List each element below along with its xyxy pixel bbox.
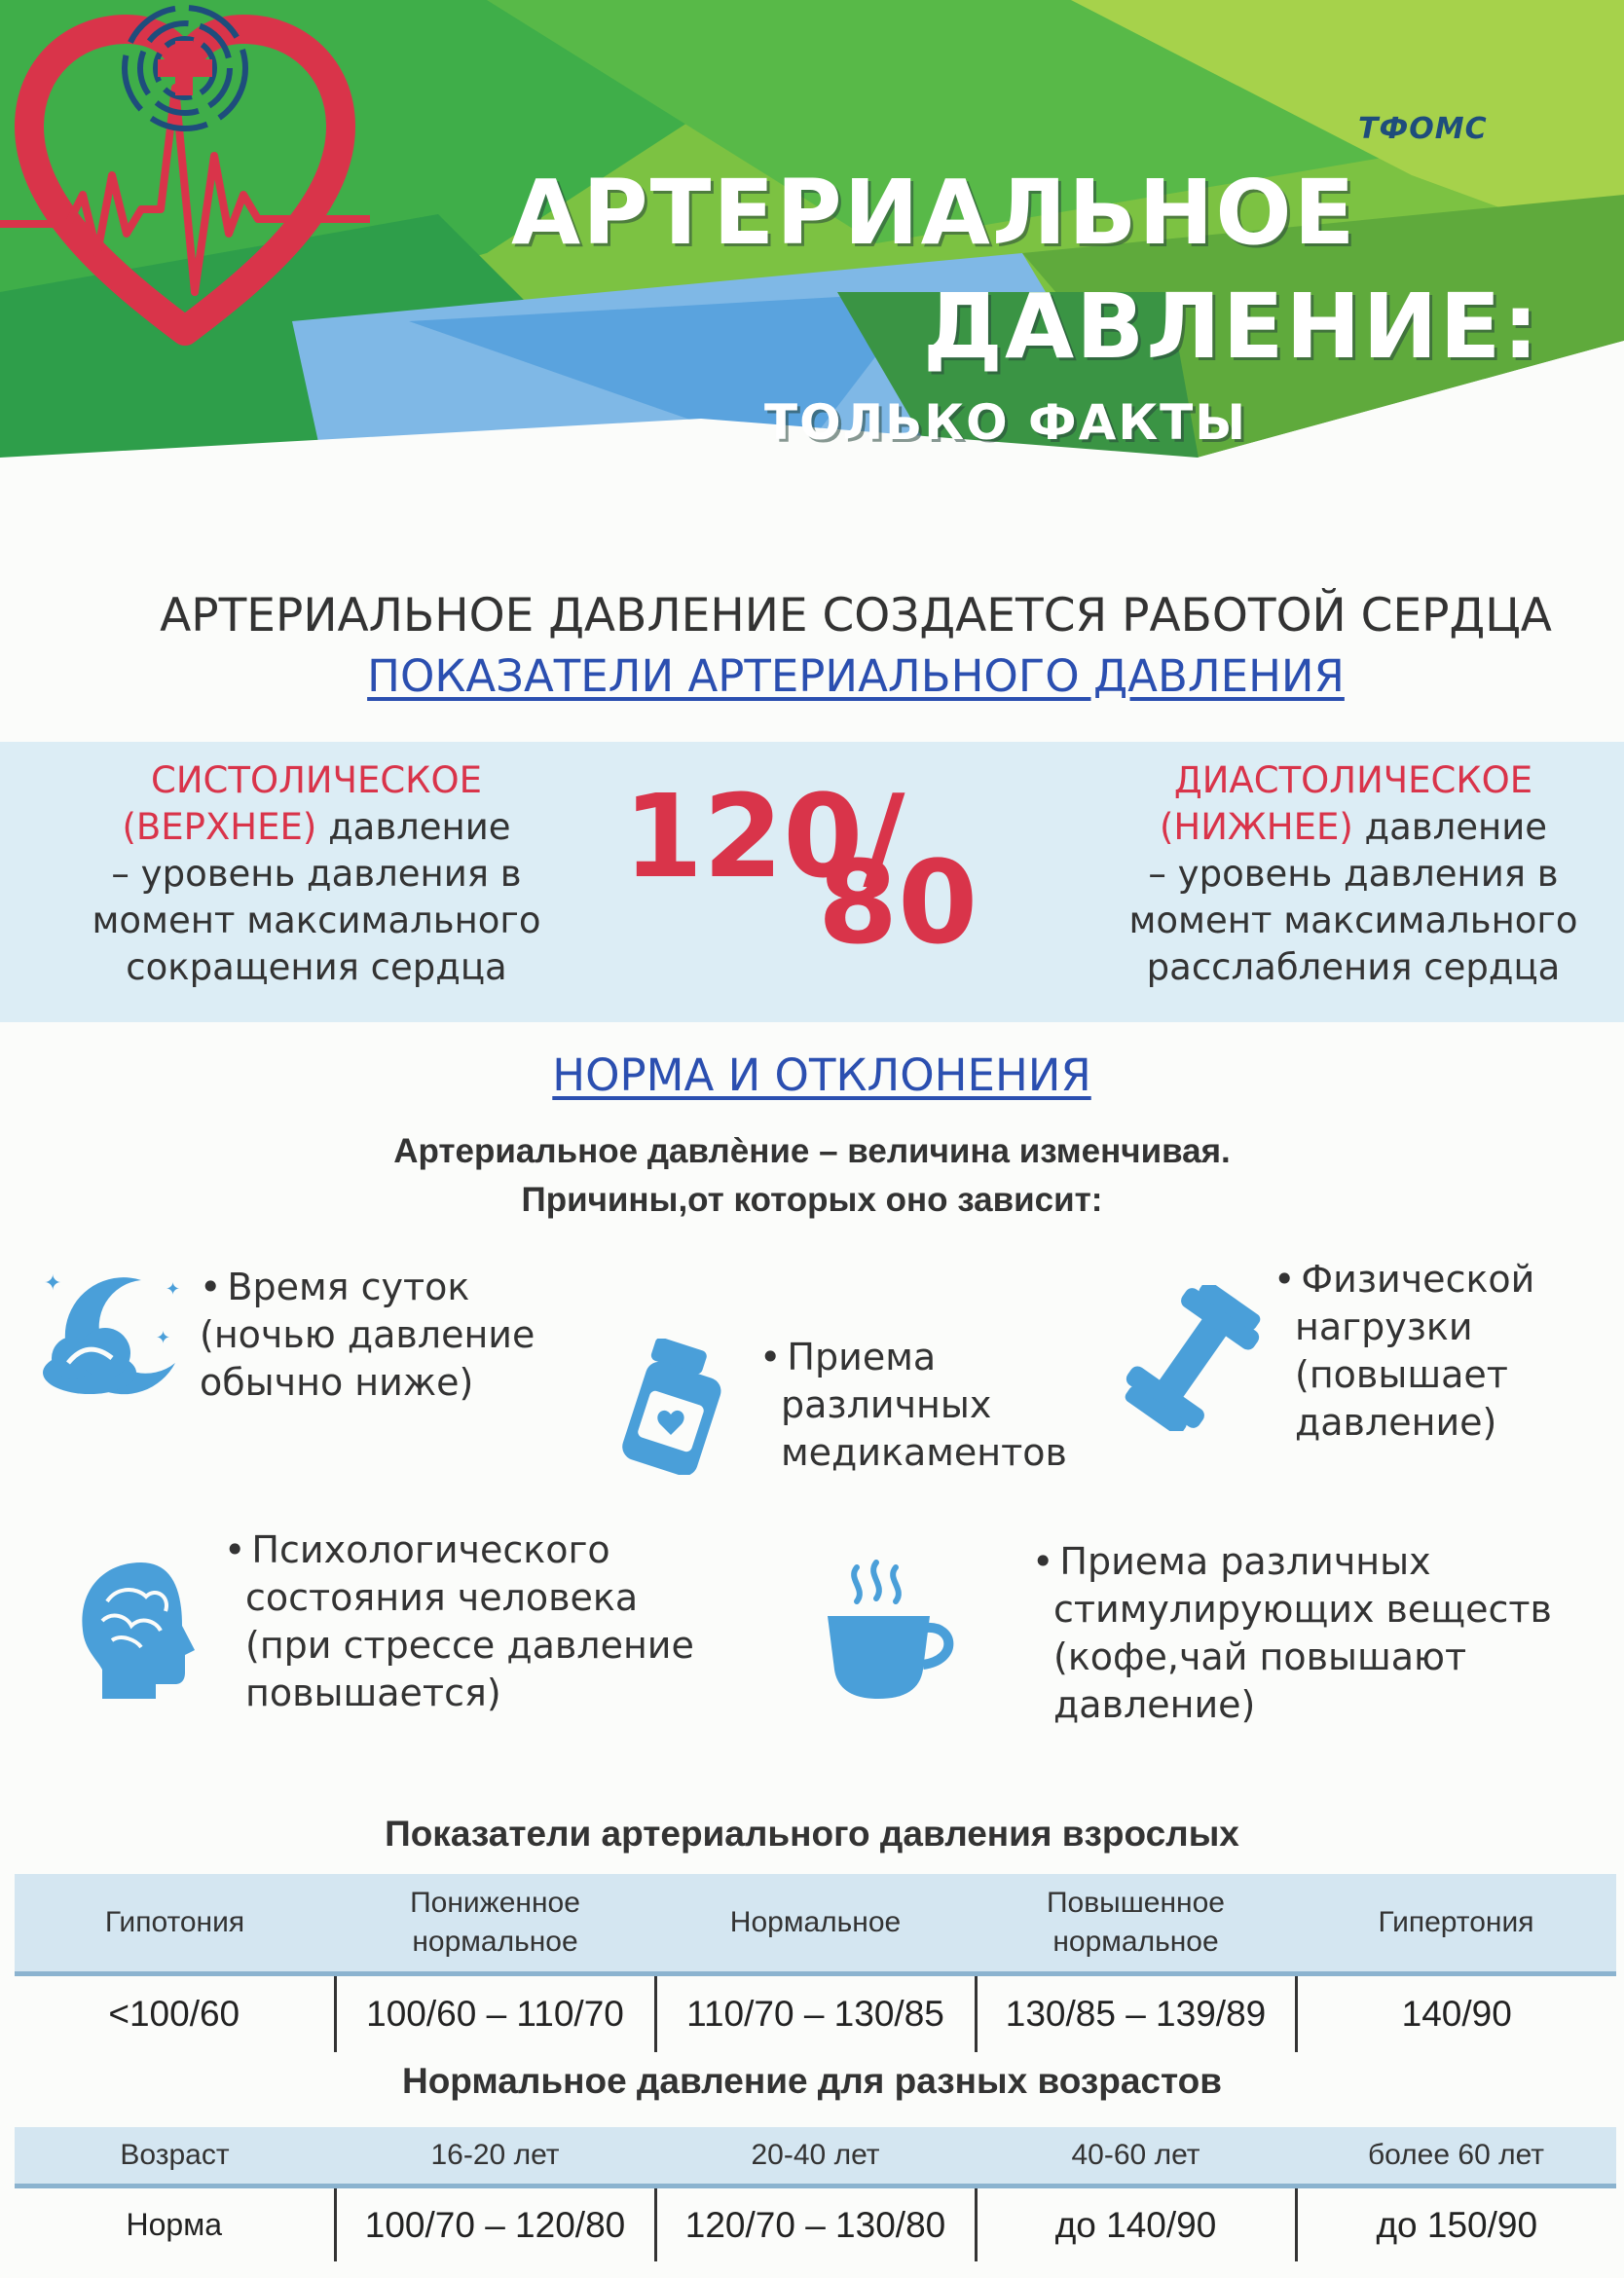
svg-text:✦: ✦ (44, 1271, 62, 1296)
norms-intro-line2: Причины,от которых оно зависит: (521, 1181, 1103, 1219)
adult-table-title: Показатели артериального давления взрослых (385, 1814, 1239, 1854)
factor-stimulants: • Приема различных стимулирующих веществ (кофе,чай повышают давление) (1032, 1540, 1552, 1726)
systolic-desc-2: момент максимального (92, 900, 541, 941)
norms-section-title: НОРМА И ОТКЛОНЕНИЯ (552, 1049, 1091, 1101)
value-hypotension: <100/60 (15, 1974, 335, 2053)
diastolic-desc-1: – уровень давления в (1148, 853, 1559, 895)
brain-head-icon (73, 1558, 200, 1704)
value-age-20-40: 120/70 – 130/80 (655, 2186, 976, 2262)
value-age-40-60: до 140/90 (976, 2186, 1296, 2262)
diastolic-label-tail: давление (1364, 806, 1548, 848)
header-hypotension: Гипотония (15, 1874, 335, 1974)
adult-pressure-table (15, 1874, 1616, 2052)
logo-text: ТФОМС (1358, 112, 1488, 146)
header-banner (0, 0, 1624, 545)
banner-title-line1: АРТЕРИАЛЬНОЕ (511, 161, 1357, 265)
value-high-normal: 130/85 – 139/89 (976, 1974, 1296, 2053)
systolic-desc-1: – уровень давления в (111, 853, 522, 895)
value-norm-label: Норма (15, 2186, 335, 2262)
banner-title-line2: ДАВЛЕНИЕ: (923, 275, 1541, 379)
header-age-16-20: 16-20 лет (335, 2127, 655, 2186)
systolic-label: СИСТОЛИЧЕСКОЕ (151, 759, 482, 801)
medicine-bottle-icon (613, 1339, 730, 1475)
value-age-16-20: 100/70 – 120/80 (335, 2186, 655, 2262)
systolic-label-upper: (ВЕРХНЕЕ) (122, 806, 317, 848)
banner-subtitle: ТОЛЬКО ФАКТЫ (764, 394, 1248, 451)
svg-text:✦: ✦ (156, 1328, 171, 1348)
table-header-row (15, 1874, 1616, 1974)
diastolic-value: 80 (818, 835, 978, 970)
table-header-row (15, 2127, 1616, 2186)
systolic-value: 120/ (623, 769, 905, 903)
header-normal: Нормальное (655, 1874, 976, 1974)
value-low-normal: 100/60 – 110/70 (335, 1974, 655, 2053)
norms-intro-line1: Артериальное давлѐние – величина изменчивая. (393, 1132, 1231, 1170)
hot-cup-icon (818, 1558, 964, 1704)
factor-psychological-state: • Психологического состояния человека (при стрессе давление повышается) (224, 1528, 694, 1714)
header-age-60-plus: более 60 лет (1296, 2127, 1616, 2186)
header-low-normal: Пониженное нормальное (335, 1874, 655, 1974)
value-normal: 110/70 – 130/85 (655, 1974, 976, 2053)
factor-medication: • Приема различных медикаментов (759, 1336, 1067, 1474)
header-age-20-40: 20-40 лет (655, 2127, 976, 2186)
systolic-label-tail: давление (328, 806, 511, 848)
table-row (15, 2186, 1616, 2262)
header-high-normal: Повышенное нормальное (976, 1874, 1296, 1974)
dumbbell-icon (1125, 1285, 1261, 1431)
factor-time-of-day: • Время суток (ночью давление обычно ниже) (200, 1266, 535, 1404)
header-hypertension: Гипертония (1296, 1874, 1616, 1974)
age-table-title: Нормальное давление для разных возрастов (401, 2061, 1222, 2101)
header-age-40-60: 40-60 лет (976, 2127, 1296, 2186)
diastolic-desc-2: момент максимального (1128, 900, 1578, 941)
value-hypertension: 140/90 (1296, 1974, 1616, 2053)
headline: АРТЕРИАЛЬНОЕ ДАВЛЕНИЕ СОЗДАЕТСЯ РАБОТОЙ СЕРДЦА (160, 589, 1552, 643)
systolic-description (73, 757, 560, 991)
indicators-section-title: ПОКАЗАТЕЛИ АРТЕРИАЛЬНОГО ДАВЛЕНИЯ (367, 650, 1345, 702)
factor-physical-load: • Физической нагрузки (повышает давление) (1273, 1258, 1535, 1444)
systolic-desc-3: сокращения сердца (126, 946, 507, 988)
moon-cloud-icon (29, 1261, 185, 1407)
table-row (15, 1974, 1616, 2053)
diastolic-description (1110, 757, 1597, 991)
diastolic-label: ДИАСТОЛИЧЕСКОЕ (1173, 759, 1533, 801)
svg-text:✦: ✦ (166, 1279, 181, 1300)
diastolic-label-lower: (НИЖНЕЕ) (1159, 806, 1353, 848)
age-pressure-table (15, 2127, 1616, 2261)
header-age: Возраст (15, 2127, 335, 2186)
value-age-60-plus: до 150/90 (1296, 2186, 1616, 2262)
norms-intro (0, 1127, 1624, 1225)
tfoms-logo (0, 0, 273, 146)
diastolic-desc-3: расслабления сердца (1146, 946, 1561, 988)
